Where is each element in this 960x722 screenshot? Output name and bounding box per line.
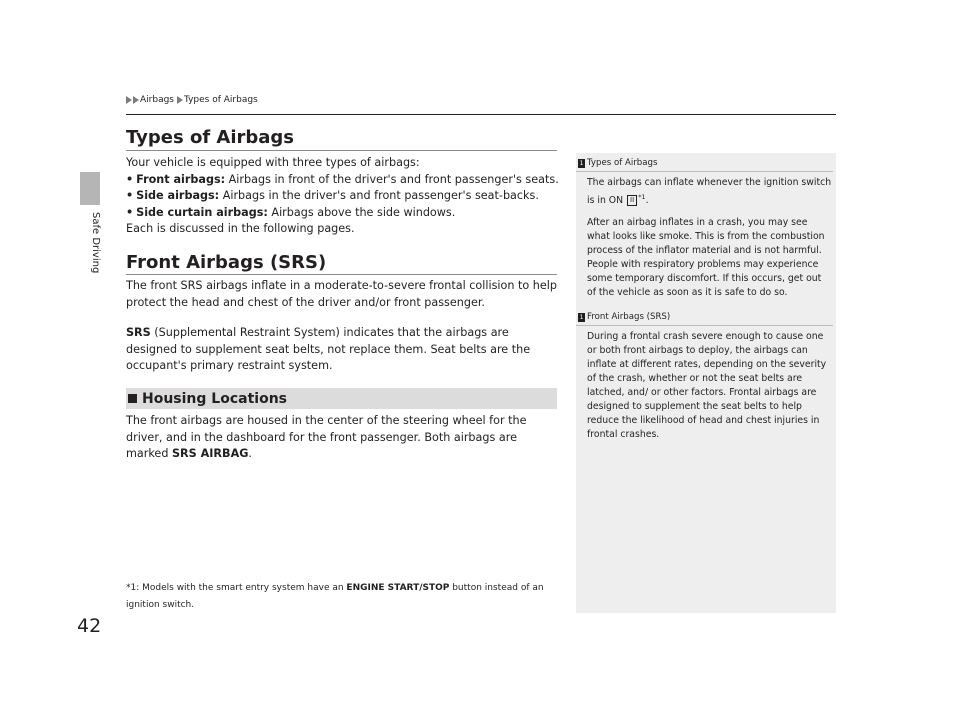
subheading-housing-locations: Housing Locations — [126, 388, 557, 409]
note-text: During a frontal crash severe enough to cause one or both front airbags to deploy, the airbags can inflate at different rates, depending on the severity of the crash, whether or not the seat belts are latched, and/ or other factors. Frontal airbags are designed to supplement the seat belts to help reduce the likelihood of head and chest injuries in frontal crashes. — [587, 331, 827, 440]
note-front-airbags — [576, 312, 836, 450]
section-side-label: Safe Driving — [90, 212, 101, 274]
note-title[interactable]: Types of Airbags — [587, 158, 658, 168]
heading-rule — [126, 150, 557, 151]
note-text: After an airbag inflates in a crash, you may see what looks like smoke. This is from the combustion process of the inflator material and is not harmful. People with respiratory problems may experience some temporary discomfort. If this occurs, get out of the vehicle as soon as it is safe to do so. — [587, 217, 825, 299]
types-section-body — [126, 155, 562, 238]
page-number: 42 — [77, 615, 102, 637]
note-title[interactable]: Front Airbags (SRS) — [587, 312, 671, 322]
bullet-front-airbags: • Front airbags: Airbags in front of the driver's and front passenger's seats. — [126, 172, 559, 186]
square-bullet-icon — [128, 394, 137, 403]
footnote: *1: Models with the smart entry system have an ENGINE START/STOP button instead of an ignition switch. — [126, 583, 544, 610]
section-tab — [80, 172, 100, 205]
note-rule — [576, 171, 833, 172]
breadcrumb-arrow-icon — [133, 96, 139, 104]
types-intro: Your vehicle is equipped with three types of airbags: — [126, 156, 420, 169]
bullet-side-curtain-airbags: • Side curtain airbags: Airbags above the side windows. — [126, 205, 456, 219]
heading-types-of-airbags: Types of Airbags — [126, 127, 295, 148]
breadcrumb-item-airbags[interactable]: Airbags — [140, 95, 174, 105]
note-reference-icon: 1 — [579, 313, 584, 321]
front-airbags-para-2: SRS (Supplemental Restraint System) indicates that the airbags are designed to supplement seat belts, not replace them. Seat belts are the occupant's primary restraint system. — [126, 326, 531, 372]
heading-front-airbags: Front Airbags (SRS) — [126, 252, 327, 273]
bullet-side-airbags: • Side airbags: Airbags in the driver's and front passenger's seat-backs. — [126, 189, 539, 202]
note-text: The airbags can inflate whenever the ignition switch is in ON II $^{*1}$. — [587, 177, 832, 207]
front-airbags-para-1: The front SRS airbags inflate in a moderate-to-severe frontal collision to help protect the head and chest of the driver and/or front passenger. — [126, 279, 557, 309]
breadcrumb — [126, 95, 258, 105]
heading-rule — [126, 274, 557, 275]
note-reference-icon: 1 — [579, 159, 584, 167]
types-outro: Each is discussed in the following pages. — [126, 222, 355, 235]
header-rule — [126, 114, 836, 115]
breadcrumb-arrow-icon — [126, 96, 132, 104]
ignition-on-key-icon: II — [627, 195, 637, 206]
note-rule — [576, 325, 833, 326]
note-types-of-airbags — [576, 158, 836, 308]
breadcrumb-item-types-of-airbags[interactable]: Types of Airbags — [184, 95, 258, 105]
breadcrumb-arrow-icon — [177, 96, 183, 104]
housing-locations-para: The front airbags are housed in the center of the steering wheel for the driver, and in the dashboard for the front passenger. Both airbags are marked SRS AIRBAG. — [126, 414, 527, 460]
